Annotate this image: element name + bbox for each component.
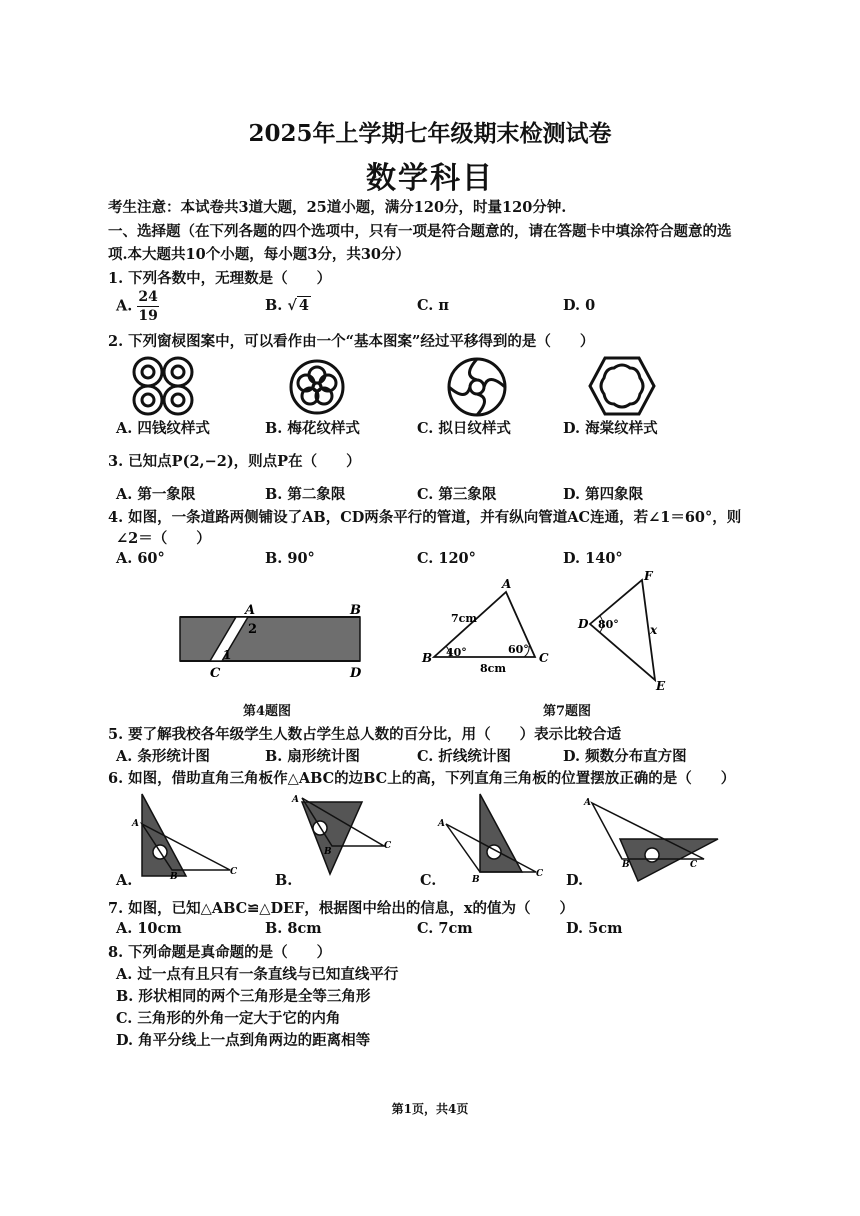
q6a-label-c: C [230, 867, 238, 877]
fig4-angle-1: 1 [223, 648, 232, 662]
q1-fraction-numerator: 24 [138, 289, 158, 305]
q7-option-b: B. 8cm [265, 920, 322, 937]
q8-option-c: C. 三角形的外角一定大于它的内角 [116, 1010, 341, 1027]
q1-option-b-label: B. [265, 297, 283, 314]
fig4-label-b: B [350, 603, 361, 618]
q4-option-d: D. 140° [563, 550, 623, 567]
q8-stem: 8. 下列命题是真命题的是（ ） [108, 944, 332, 961]
q3-option-b: B. 第二象限 [265, 486, 346, 503]
fig7-side-x: x [650, 623, 658, 637]
q3-option-a: A. 第一象限 [116, 486, 196, 503]
figure-7-triangles [418, 570, 683, 695]
fig7-angle-d: 80° [598, 618, 619, 631]
q8-option-b: B. 形状相同的两个三角形是全等三角形 [116, 988, 371, 1005]
q1-stem: 1. 下列各数中，无理数是（ ） [108, 270, 332, 287]
q2-stem: 2. 下列窗棂图案中，可以看作由一个“基本图案”经过平移得到的是（ ） [108, 333, 595, 350]
q5-option-a: A. 条形统计图 [116, 748, 210, 765]
section1-header-cont: 项.本大题共10个小题，每小题3分，共30分） [108, 246, 410, 263]
fig4-angle-2: 2 [248, 622, 258, 637]
figure-4-caption: 第4题图 [243, 704, 292, 719]
q6-figure-c [436, 790, 546, 885]
section1-header: 一、选择题（在下列各题的四个选项中，只有一项是符合题意的，请在答题卡中填涂符合题意的选 [108, 223, 732, 240]
q4-option-c: C. 120° [417, 550, 476, 567]
q1-option-b [265, 297, 311, 314]
q6c-label-a: A [438, 819, 445, 829]
q7-option-d: D. 5cm [566, 920, 623, 937]
exam-title: 2025年上学期七年级期末检测试卷 [248, 120, 612, 147]
q6-option-a: A. [116, 872, 133, 889]
fig7-angle-c: 60° [508, 643, 529, 656]
q6b-label-c: C [384, 841, 392, 851]
q6a-label-b: B [170, 872, 178, 882]
q8-option-d: D. 角平分线上一点到角两边的距离相等 [116, 1032, 371, 1049]
q2-option-b: B. 梅花纹样式 [265, 420, 360, 437]
q1-option-c: C. π [417, 297, 449, 314]
q1-fraction [137, 290, 158, 323]
four-coin-pattern-figure [130, 356, 196, 416]
figure-7-caption: 第7题图 [543, 704, 592, 719]
q1-option-d: D. 0 [563, 297, 596, 314]
fig4-label-c: C [210, 666, 221, 681]
fig7-side-bc: 8cm [480, 662, 506, 675]
page-footer: 第1页，共4页 [391, 1102, 469, 1116]
q6c-label-b: B [472, 875, 480, 885]
q4-stem-cont: ∠2＝（ ） [116, 530, 211, 547]
q6d-label-c: C [690, 860, 698, 870]
q6-figure-d [582, 795, 727, 885]
subject-title: 数学科目 [366, 161, 494, 196]
q6d-label-a: A [584, 798, 591, 808]
fig7-label-e: E [656, 679, 666, 693]
q6b-label-b: B [324, 847, 332, 857]
q5-option-d: D. 频数分布直方图 [563, 748, 687, 765]
q4-option-a: A. 60° [116, 550, 165, 567]
q6-option-c: C. [420, 872, 437, 889]
q2-option-d: D. 海棠纹样式 [563, 420, 658, 437]
q2-option-a: A. 四钱纹样式 [116, 420, 210, 437]
q6c-label-c: C [536, 869, 544, 879]
fig7-label-b: B [422, 651, 433, 665]
q6-option-d: D. [566, 872, 584, 889]
begonia-pattern-figure [588, 356, 656, 416]
q7-stem: 7. 如图，已知△ABC≌△DEF，根据图中给出的信息，x的值为（ ） [108, 900, 575, 917]
q3-option-d: D. 第四象限 [563, 486, 644, 503]
plum-blossom-pattern-figure [288, 358, 346, 416]
fig4-label-d: D [350, 666, 362, 681]
q6d-label-b: B [622, 860, 630, 870]
q1-fraction-denominator: 19 [138, 308, 158, 324]
fig4-label-a: A [245, 603, 256, 618]
q6-option-b: B. [275, 872, 293, 889]
sqrt-radicand: 4 [298, 297, 309, 314]
fig7-label-c: C [539, 651, 549, 665]
q1-option-a-label: A. [116, 297, 133, 315]
fig7-angle-b: 40° [446, 646, 467, 659]
notice: 考生注意：本试卷共3道大题，25道小题，满分120分，时量120分钟. [108, 199, 567, 216]
q3-option-c: C. 第三象限 [417, 486, 497, 503]
q6-stem: 6. 如图，借助直角三角板作△ABC的边BC上的高，下列直角三角板的位置摆放正确的是（ ） [108, 770, 736, 787]
figure-4-pipes [170, 595, 370, 685]
q2-option-c: C. 拟日纹样式 [417, 420, 511, 437]
fig7-side-ab: 7cm [451, 612, 477, 625]
q3-stem: 3. 已知点P(2,−2)，则点P在（ ） [108, 453, 361, 470]
q1-sqrt [287, 296, 311, 314]
q7-option-c: C. 7cm [417, 920, 473, 937]
q6-figure-b [290, 790, 400, 880]
q1-option-a [116, 290, 159, 323]
fig7-label-f: F [644, 570, 653, 583]
q8-option-a: A. 过一点有且只有一条直线与已知直线平行 [116, 966, 399, 983]
sqrt-sign: √ [287, 297, 297, 314]
q5-stem: 5. 要了解我校各年级学生人数占学生总人数的百分比，用（ ）表示比较合适 [108, 726, 622, 743]
q5-option-c: C. 折线统计图 [417, 748, 511, 765]
q4-option-b: B. 90° [265, 550, 315, 567]
q6-figure-a [130, 790, 245, 885]
q6b-label-a: A [292, 795, 299, 805]
fig7-label-a: A [502, 577, 512, 591]
q5-option-b: B. 扇形统计图 [265, 748, 360, 765]
q6a-label-a: A [132, 819, 139, 829]
q7-option-a: A. 10cm [116, 920, 182, 937]
fig7-label-d: D [578, 617, 589, 631]
q4-stem: 4. 如图，一条道路两侧铺设了AB，CD两条平行的管道，并有纵向管道AC连通，若∠1＝60°，则 [108, 509, 742, 526]
sun-pattern-figure [446, 356, 508, 418]
